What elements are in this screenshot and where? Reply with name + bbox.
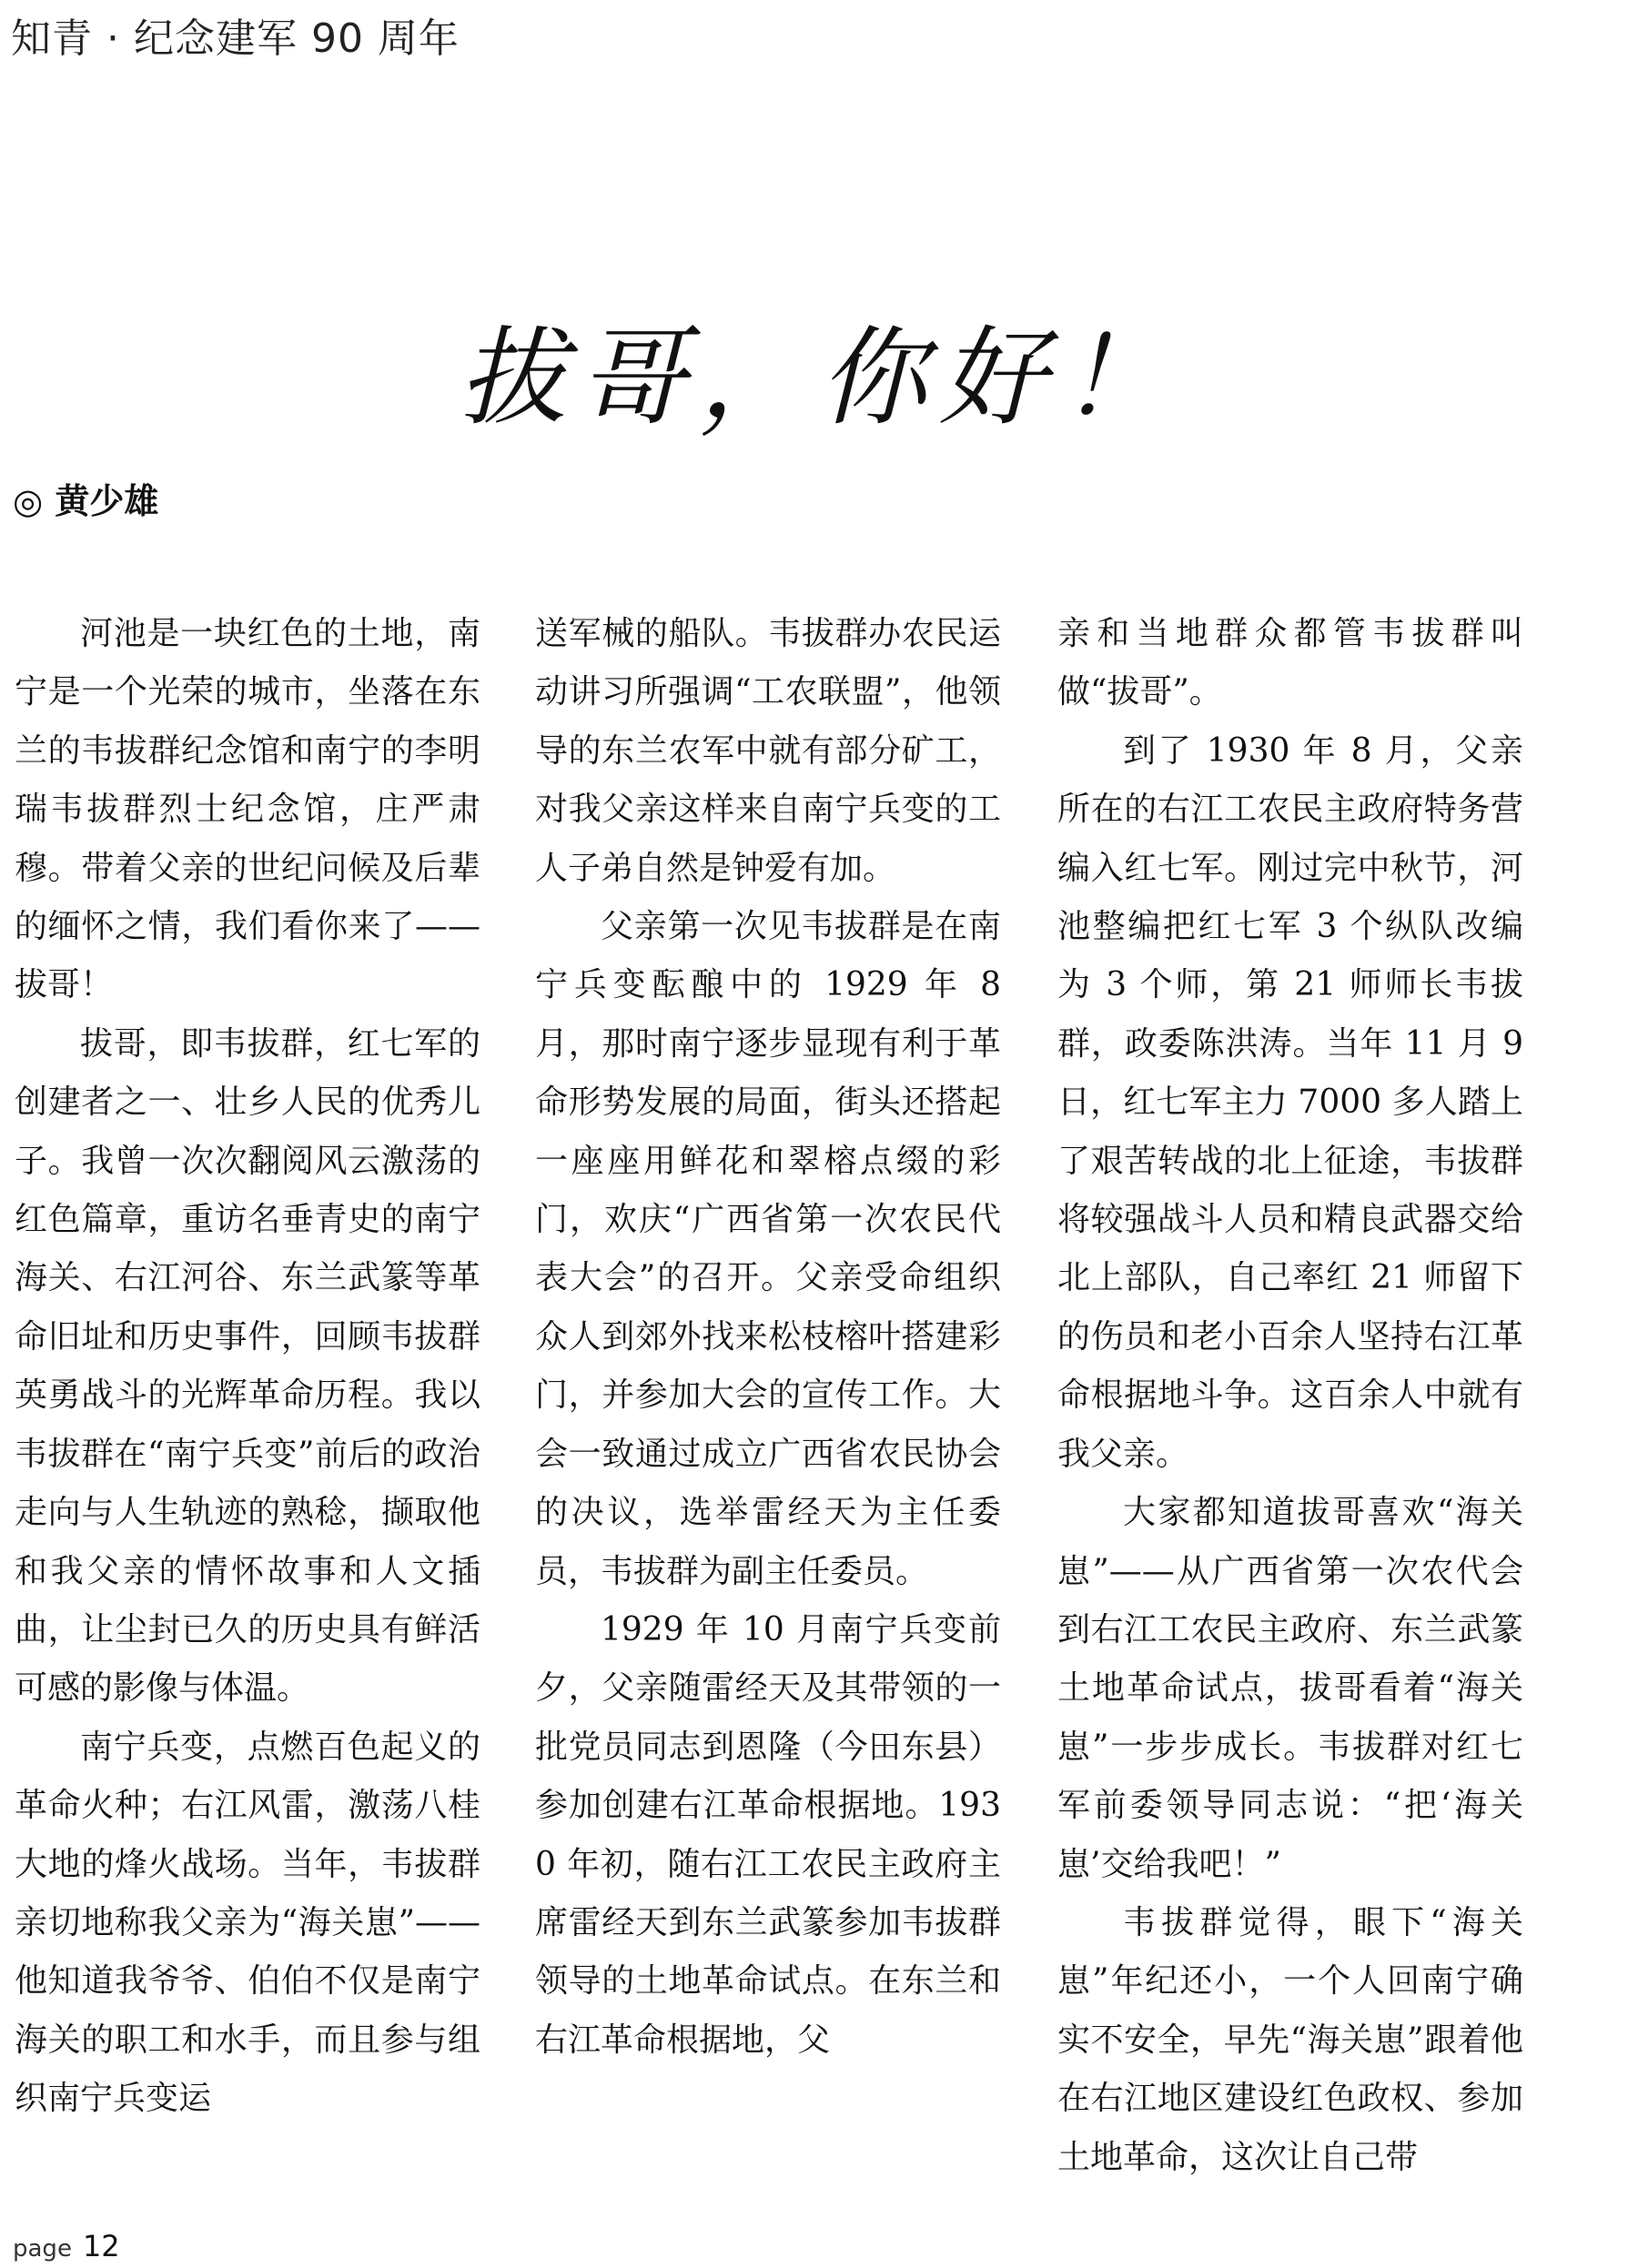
page-number: 12 <box>82 2229 120 2263</box>
page-label: page <box>13 2235 72 2263</box>
paragraph: 大家都知道拔哥喜欢“海关崽”——从广西省第一次农代会到右江工农民主政府、东兰武篆土地革命试点，拔哥看着“海关崽”一步步成长。韦拔群对红七军前委领导同志说：“把‘海关崽’交给我吧！” <box>1057 1494 1523 1883</box>
article-title: 拔哥，你好！ <box>458 315 1179 440</box>
paragraph: 1929 年 10 月南宁兵变前夕，父亲随雷经天及其带领的一批党员同志到恩隆（今田东县）参加创建右江革命根据地。1930 年初，随右江工农民主政府主席雷经天到东兰武篆参加韦拔群领导的土地革命试点。在东兰和右江革命根据地，父 <box>535 1610 1001 2059</box>
paragraph: 南宁兵变，点燃百色起义的革命火种；右江风雷，激荡八桂大地的烽火战场。当年，韦拔群亲切地称我父亲为“海关崽”——他知道我爷爷、伯伯不仅是南宁海关的职工和水手，而且参与组织南宁兵变运 <box>15 1728 480 2118</box>
paragraph: 河池是一块红色的土地，南宁是一个光荣的城市，坐落在东兰的韦拔群纪念馆和南宁的李明瑞韦拔群烈士纪念馆，庄严肃穆。带着父亲的世纪问候及后辈的缅怀之情，我们看你来了——拔哥！ <box>15 615 480 1004</box>
running-header: 知青 · 纪念建军 90 周年 <box>11 15 460 62</box>
page-footer <box>13 2229 120 2263</box>
paragraph: 父亲第一次见韦拔群是在南宁兵变酝酿中的 1929 年 8 月，那时南宁逐步显现有利于革命形势发展的局面，街头还搭起一座座用鲜花和翠榕点缀的彩门，欢庆“广西省第一次农民代表大会”的召开。父亲受命组织众人到郊外找来松枝榕叶搭建彩门，并参加大会的宣传工作。大会一致通过成立广西省农民协会的决议，选举雷经天为主任委员，韦拔群为副主任委员。 <box>535 908 1001 1590</box>
paragraph: 韦拔群觉得，眼下“海关崽”年纪还小，一个人回南宁确实不安全，早先“海关崽”跟着他在右江地区建设红色政权、参加土地革命，这次让自己带 <box>1057 1903 1523 2176</box>
text-column-2 <box>535 605 1001 2070</box>
paragraph: 亲和当地群众都管韦拔群叫做“拔哥”。 <box>1057 615 1523 711</box>
paragraph: 送军械的船队。韦拔群办农民运动讲习所强调“工农联盟”，他领导的东兰农军中就有部分矿工，对我父亲这样来自南宁兵变的工人子弟自然是钟爱有加。 <box>535 615 1001 887</box>
text-column-3 <box>1057 605 1523 2187</box>
author-byline: ◎ 黄少雄 <box>13 481 159 521</box>
text-column-1 <box>15 605 480 2129</box>
paragraph: 拔哥，即韦拔群，红七军的创建者之一、壮乡人民的优秀儿子。我曾一次次翻阅风云激荡的红色篇章，重访名垂青史的南宁海关、右江河谷、东兰武篆等革命旧址和历史事件，回顾韦拔群英勇战斗的光辉革命历程。我以韦拔群在“南宁兵变”前后的政治走向与人生轨迹的熟稔，撷取他和我父亲的情怀故事和人文插曲，让尘封已久的历史具有鲜活可感的影像与体温。 <box>15 1024 480 1708</box>
paragraph: 到了 1930 年 8 月，父亲所在的右江工农民主政府特务营编入红七军。刚过完中秋节，河池整编把红七军 3 个纵队改编为 3 个师，第 21 师师长韦拔群，政委陈洪涛。当年 11 月 9 日，红七军主力 7000 多人踏上了艰苦转战的北上征途，韦拔群将较强战斗人员和精良武器交给北上部队，自己率红 21 师留下的伤员和老小百余人坚持右江革命根据地斗争。这百余人中就有我父亲。 <box>1057 731 1523 1473</box>
